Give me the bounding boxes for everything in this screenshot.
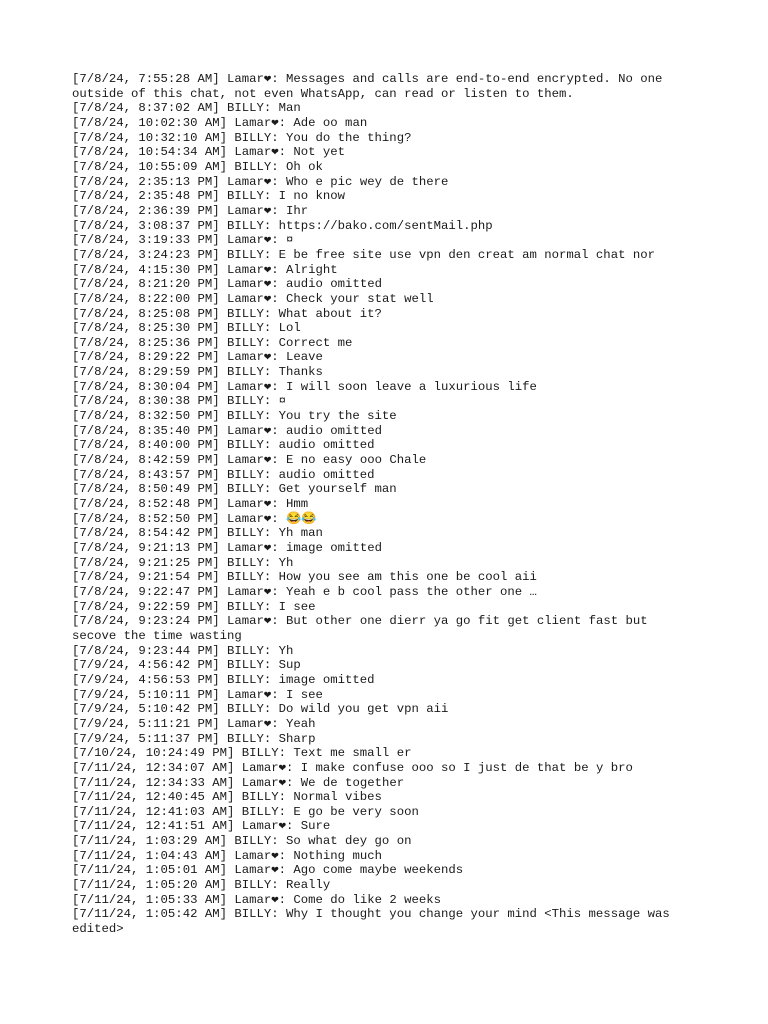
chat-line: [7/8/24, 8:25:30 PM] BILLY: Lol [72,321,301,336]
chat-line: [7/8/24, 3:08:37 PM] BILLY: https://bako.com/sentMail.php [72,218,493,233]
chat-line: [7/9/24, 5:10:42 PM] BILLY: Do wild you get vpn aii [72,702,449,717]
chat-line: [7/8/24, 8:25:36 PM] BILLY: Correct me [72,335,353,350]
chat-line: [7/8/24, 10:55:09 AM] BILLY: Oh ok [72,159,323,174]
chat-line: [7/8/24, 9:22:59 PM] BILLY: I see [72,599,316,614]
chat-line: [7/11/24, 1:03:29 AM] BILLY: So what dey go on [72,834,412,849]
chat-line: [7/10/24, 10:24:49 PM] BILLY: Text me small er [72,746,412,761]
chat-line: [7/8/24, 8:25:08 PM] BILLY: What about it? [72,306,382,321]
chat-line: [7/8/24, 8:35:40 PM] Lamar❤: audio omitted [72,423,382,438]
chat-line: [7/8/24, 8:37:02 AM] BILLY: Man [72,101,301,116]
chat-transcript [72,72,692,937]
chat-line: [7/8/24, 7:55:28 AM] Lamar❤: Messages and calls are end-to-end encrypted. No one outside of this chat, not even WhatsApp, can read or listen to them. [72,72,670,101]
chat-line: [7/8/24, 9:22:47 PM] Lamar❤: Yeah e b cool pass the other one … [72,584,537,599]
chat-line: [7/8/24, 8:50:49 PM] BILLY: Get yourself man [72,482,397,497]
chat-line: [7/8/24, 8:21:20 PM] Lamar❤: audio omitted [72,277,382,292]
chat-line: [7/8/24, 8:29:22 PM] Lamar❤: Leave [72,350,323,365]
chat-line: [7/9/24, 4:56:53 PM] BILLY: image omitted [72,672,375,687]
chat-line: [7/11/24, 12:34:33 AM] Lamar❤: We de together [72,775,405,790]
chat-line: [7/11/24, 12:34:07 AM] Lamar❤: I make confuse ooo so I just de that be y bro [72,760,633,775]
chat-line: [7/9/24, 4:56:42 PM] BILLY: Sup [72,658,301,673]
chat-line: [7/8/24, 8:40:00 PM] BILLY: audio omitted [72,438,375,453]
chat-line: [7/11/24, 1:05:20 AM] BILLY: Really [72,878,331,893]
chat-line: [7/9/24, 5:11:21 PM] Lamar❤: Yeah [72,716,316,731]
chat-line: [7/8/24, 9:23:24 PM] Lamar❤: But other one dierr ya go fit get client fast but secove the time wasting [72,614,656,643]
chat-line: [7/8/24, 3:19:33 PM] Lamar❤: ¤ [72,233,294,248]
chat-line: [7/8/24, 9:21:25 PM] BILLY: Yh [72,555,294,570]
chat-line: [7/8/24, 9:21:13 PM] Lamar❤: image omitted [72,541,382,555]
chat-line: [7/8/24, 2:36:39 PM] Lamar❤: Ihr [72,203,309,218]
chat-line: [7/8/24, 8:32:50 PM] BILLY: You try the site [72,409,397,424]
chat-line: [7/8/24, 8:30:38 PM] BILLY: ¤ [72,394,287,409]
chat-line: [7/8/24, 8:52:50 PM] Lamar❤: 😂😂 [72,511,317,526]
chat-line: [7/8/24, 4:15:30 PM] Lamar❤: Alright [72,262,338,277]
chat-line: [7/11/24, 12:41:51 AM] Lamar❤: Sure [72,819,331,834]
chat-line: [7/11/24, 1:04:43 AM] Lamar❤: Nothing much [72,848,382,863]
chat-line: [7/8/24, 10:54:34 AM] Lamar❤: Not yet [72,145,346,160]
chat-line: [7/8/24, 3:24:23 PM] BILLY: E be free site use vpn den creat am normal chat nor [72,247,655,262]
chat-line: [7/8/24, 2:35:48 PM] BILLY: I no know [72,189,346,204]
chat-line: [7/8/24, 9:23:44 PM] BILLY: Yh [72,643,294,658]
chat-line: [7/8/24, 8:42:59 PM] Lamar❤: E no easy ooo Chale [72,453,427,468]
chat-line: [7/11/24, 12:40:45 AM] BILLY: Normal vibes [72,790,382,805]
chat-line: [7/8/24, 10:32:10 AM] BILLY: You do the thing? [72,130,412,145]
chat-line: [7/8/24, 8:54:42 PM] BILLY: Yh man [72,526,323,541]
chat-line: [7/8/24, 8:29:59 PM] BILLY: Thanks [72,365,323,380]
chat-line: [7/11/24, 1:05:42 AM] BILLY: Why I thought you change your mind <This message was edited> [72,907,678,937]
chat-line: [7/9/24, 5:11:37 PM] BILLY: Sharp [72,731,316,746]
chat-line: [7/8/24, 8:22:00 PM] Lamar❤: Check your stat well [72,291,434,306]
chat-line: [7/8/24, 9:21:54 PM] BILLY: How you see am this one be cool aii [72,570,537,585]
chat-line: [7/8/24, 2:35:13 PM] Lamar❤: Who e pic wey de there [72,174,449,189]
chat-line: [7/8/24, 10:02:30 AM] Lamar❤: Ade oo man [72,115,368,130]
chat-line: [7/8/24, 8:52:48 PM] Lamar❤: Hmm [72,497,309,512]
chat-line: [7/11/24, 12:41:03 AM] BILLY: E go be very soon [72,804,419,819]
chat-line: [7/11/24, 1:05:01 AM] Lamar❤: Ago come maybe weekends [72,863,464,878]
chat-line: [7/8/24, 8:30:04 PM] Lamar❤: I will soon leave a luxurious life [72,379,537,394]
chat-line: [7/9/24, 5:10:11 PM] Lamar❤: I see [72,687,323,702]
chat-line: [7/11/24, 1:05:33 AM] Lamar❤: Come do like 2 weeks [72,892,441,907]
chat-line: [7/8/24, 8:43:57 PM] BILLY: audio omitted [72,467,375,482]
